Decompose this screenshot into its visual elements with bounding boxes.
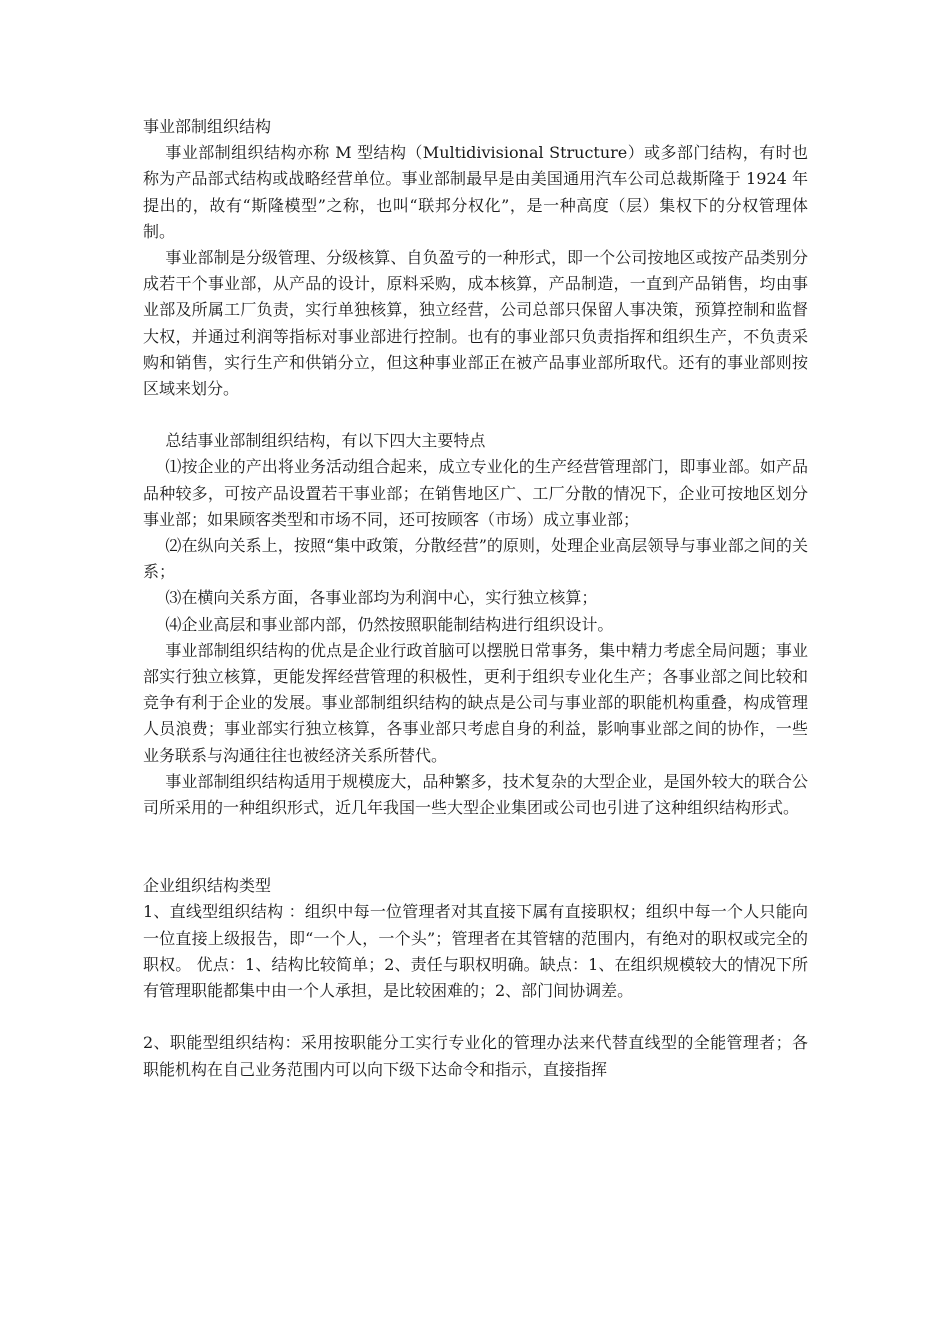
structure-type-line: 1、直线型组织结构 ：组织中每一位管理者对其直接下属有直接职权；组织中每一个人只能向一位直接上级报告，即“一个人，一个头”；管理者在其管辖的范围内，有绝对的职权或完全的职权。 优点：1、结构比较简单；2、责任与职权明确。缺点：1、在组织规模较大的情况下所有管理职能都集中由一个人承担，是比较困难的；2、部门间协调差。 — [143, 902, 808, 1001]
feature-item-3: ⑶在横向关系方面，各事业部均为利润中心，实行独立核算； — [165, 588, 598, 608]
spacer — [143, 1004, 808, 1030]
features-intro: 总结事业部制组织结构，有以下四大主要特点 — [165, 431, 486, 451]
document-page — [143, 114, 808, 1083]
spacer — [143, 402, 808, 428]
feature-item-4: ⑷企业高层和事业部内部，仍然按照职能制结构进行组织设计。 — [165, 614, 614, 634]
section-title-structure-types: 企业组织结构类型 — [143, 876, 272, 896]
feature-item-1: ⑴按企业的产出将业务活动组合起来，成立专业化的生产经营管理部门，即事业部。如产品品种较多，可按产品设置若干事业部；在销售地区广、工厂分散的情况下，企业可按地区划分事业部；如果顾客类型和市场不同，还可按顾客（市场）成立事业部； — [143, 457, 808, 529]
paragraph-pros-cons: 事业部制组织结构的优点是企业行政首脑可以摆脱日常事务，集中精力考虑全局问题；事业部实行独立核算，更能发挥经营管理的积极性，更利于组织专业化生产；各事业部之间比较和竞争有利于企业的发展。事业部制组织结构的缺点是公司与事业部的职能机构重叠，构成管理人员浪费；事业部实行独立核算，各事业部只考虑自身的利益，影响事业部之间的协作，一些业务联系与沟通往往也被经济关系所替代。 — [143, 640, 808, 765]
feature-item-2: ⑵在纵向关系上，按照“集中政策，分散经营”的原则，处理企业高层领导与事业部之间的关系； — [143, 536, 808, 582]
paragraph-m-structure-definition: 事业部制组织结构亦称 M 型结构（Multidivisional Structure）或多部门结构，有时也称为产品部式结构或战略经营单位。事业部制最早是由美国通用汽车公司总裁斯隆于 1924 年提出的，故有“斯隆模型”之称，也叫“联邦分权化”，是一种高度（层）集权下的分权管理体制。 — [143, 143, 808, 241]
paragraph-divisional-description: 事业部制是分级管理、分级核算、自负盈亏的一种形式，即一个公司按地区或按产品类别分成若干个事业部，从产品的设计，原料采购，成本核算，产品制造，一直到产品销售，均由事业部及所属工厂负责，实行单独核算，独立经营，公司总部只保留人事决策，预算控制和监督大权，并通过利润等指标对事业部进行控制。也有的事业部只负责指挥和组织生产，不负责采购和销售，实行生产和供销分立，但这种事业部正在被产品事业部所取代。还有的事业部则按区域来划分。 — [143, 248, 808, 399]
spacer — [143, 821, 808, 873]
paragraph-applicability: 事业部制组织结构适用于规模庞大，品种繁多，技术复杂的大型企业，是国外较大的联合公司所采用的一种组织形式，近几年我国一些大型企业集团或公司也引进了这种组织结构形式。 — [143, 771, 808, 818]
section-title-divisional: 事业部制组织结构 — [143, 117, 272, 136]
structure-type-functional: 2、职能型组织结构：采用按职能分工实行专业化的管理办法来代替直线型的全能管理者；各职能机构在自己业务范围内可以向下级下达命令和指示，直接指挥 — [143, 1033, 808, 1079]
